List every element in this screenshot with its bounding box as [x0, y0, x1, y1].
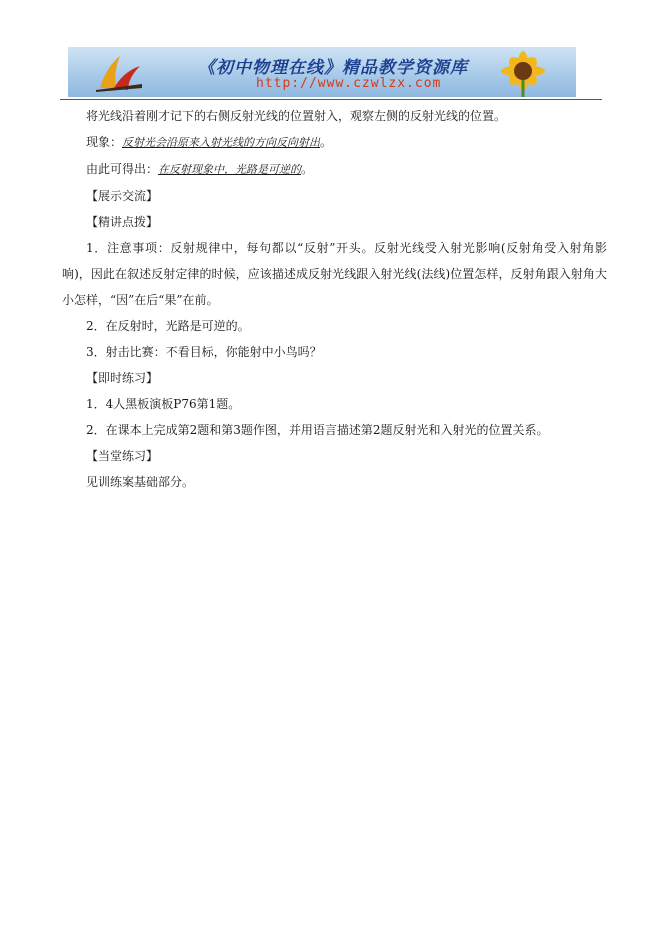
phenomenon-suffix: 。: [320, 135, 333, 149]
practice-item-1: 1．4人黑板演板P76第1题。: [86, 397, 241, 411]
section-heading-instant-practice: 【即时练习】: [86, 371, 159, 385]
practice-item-2: 2．在课本上完成第2题和第3题作图，并用语言描述第2题反射光和入射光的位置关系。: [86, 423, 549, 437]
header-banner: [68, 47, 576, 97]
class-practice-item: 见训练案基础部分。: [86, 475, 195, 489]
section-heading-class-practice: 【当堂练习】: [86, 449, 159, 463]
document-body: [62, 103, 607, 495]
section-heading-key-points: 【精讲点拨】: [86, 215, 159, 229]
banner-title: 《初中物理在线》精品教学资源库: [198, 58, 468, 78]
key-point-2: 2．在反射时，光路是可逆的。: [86, 319, 250, 333]
phenomenon-answer: 反射光会沿原来入射光线的方向反向射出: [122, 136, 321, 149]
site-logo-icon: [94, 54, 146, 92]
conclusion-answer: 在反射现象中，光路是可逆的: [158, 163, 302, 176]
key-point-3: 3．射击比赛：不看目标，你能射中小鸟吗？: [86, 345, 322, 359]
banner-url: http://www.czwlzx.com: [256, 76, 442, 91]
conclusion-label: 由此可得出：: [86, 162, 159, 176]
key-point-1: 1．注意事项：反射规律中，每句都以“反射”开头。反射光线受入射光影响(反射角受入射角影响)，因此在叙述反射定律的时候，应该描述成反射光线跟入射光线(法线)位置怎样，反射角跟入射角大小怎样，“因”在后“果”在前。: [62, 241, 607, 307]
header-divider: [60, 99, 602, 100]
paragraph-conclusion: [62, 156, 607, 183]
section-heading-showcase: 【展示交流】: [86, 189, 159, 203]
paragraph-procedure: 将光线沿着刚才记下的右侧反射光线的位置射入，观察左侧的反射光线的位置。: [86, 109, 507, 123]
sunflower-icon: [488, 49, 558, 97]
conclusion-suffix: 。: [301, 162, 314, 176]
phenomenon-label: 现象：: [86, 135, 123, 149]
paragraph-phenomenon: [62, 129, 607, 156]
